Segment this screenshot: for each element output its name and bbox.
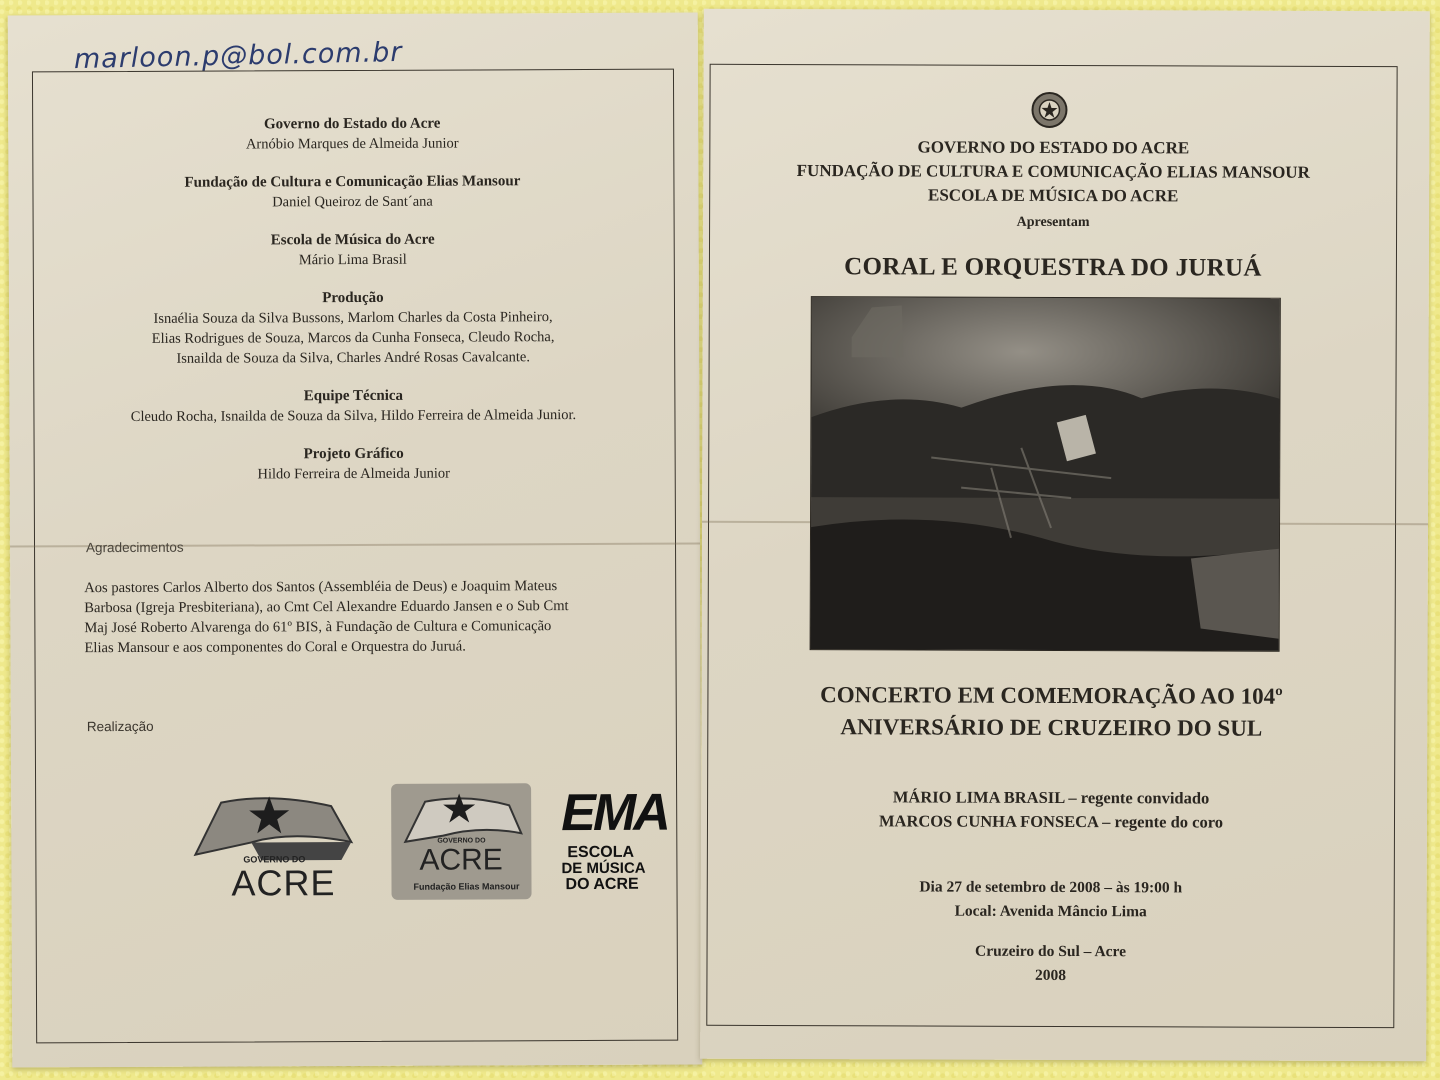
credits-section xyxy=(32,113,674,504)
acknowledgements-body xyxy=(84,576,672,659)
fundacao-acre-logo xyxy=(391,783,532,900)
event-details xyxy=(701,875,1401,925)
credit-line: Isnailda de Souza da Silva, Charles André Rosas Cavalcante. xyxy=(176,349,531,367)
acknowledgements-line: Elias Mansour e aos componentes do Coral e Orquestra do Juruá. xyxy=(84,638,466,657)
handwritten-email: marloon.p@bol.com.br xyxy=(73,36,403,76)
header-line: FUNDAÇÃO DE CULTURA E COMUNICAÇÃO ELIAS MANSOUR xyxy=(796,161,1310,182)
location-line: Local: Avenida Mâncio Lima xyxy=(954,902,1147,921)
credit-heading: Projeto Gráfico xyxy=(303,445,404,463)
credit-producao xyxy=(33,287,673,370)
event-title: CORAL E ORQUESTRA DO JURUÁ xyxy=(844,253,1262,282)
orchestra-photo-image xyxy=(811,297,1280,651)
acknowledgements-line: Maj José Roberto Alvarenga do 61º BIS, à Fundação de Cultura e Comunicação xyxy=(84,618,552,637)
concert-line: ANIVERSÁRIO DE CRUZEIRO DO SUL xyxy=(840,714,1263,741)
credit-heading: Produção xyxy=(322,289,384,307)
concert-title xyxy=(701,679,1401,745)
logo-big-text: EMA xyxy=(561,783,668,843)
city-line: Cruzeiro do Sul – Acre xyxy=(975,942,1127,961)
credit-heading: Governo do Estado do Acre xyxy=(263,115,441,133)
conductor-line: MARCOS CUNHA FONSECA – regente do coro xyxy=(878,811,1224,832)
header-line: ESCOLA DE MÚSICA DO ACRE xyxy=(927,185,1179,206)
concert-line: CONCERTO EM COMEMORAÇÃO AO 104º xyxy=(820,682,1283,709)
credit-line: Elias Rodrigues de Souza, Marcos da Cunha Fonseca, Cleudo Rocha, xyxy=(151,329,555,347)
acknowledgements-line: Aos pastores Carlos Alberto dos Santos (Assembléia de Deus) e Joaquim Mateus xyxy=(84,578,558,597)
credit-line: Isnaélia Souza da Silva Bussons, Marlom Charles da Costa Pinheiro, xyxy=(153,309,553,327)
logo-small-text: GOVERNO DO xyxy=(243,854,306,865)
header-line: GOVERNO DO ESTADO DO ACRE xyxy=(917,137,1190,158)
date-line: Dia 27 de setembro de 2008 – às 19:00 h xyxy=(919,878,1183,897)
right-page xyxy=(700,9,1430,1062)
acknowledgements-line: Barbosa (Igreja Presbiteriana), ao Cmt Cel Alexandre Eduardo Jansen e o Sub Cmt xyxy=(84,598,569,617)
conductors xyxy=(701,785,1401,835)
city-year xyxy=(700,939,1400,989)
logo-line-1: ESCOLA xyxy=(567,843,635,862)
governo-acre-logo xyxy=(191,784,357,905)
logo-small-text: GOVERNO DO xyxy=(437,837,486,845)
credit-fundacao xyxy=(32,171,672,214)
credit-name: Cleudo Rocha, Isnailda de Souza da Silva, Hildo Ferreira de Almeida Junior. xyxy=(130,407,577,425)
credit-equipe-tecnica xyxy=(33,385,673,428)
left-page xyxy=(8,12,703,1067)
credit-projeto-grafico xyxy=(34,443,674,486)
issuer-header xyxy=(703,135,1403,209)
credit-name: Hildo Ferreira de Almeida Junior xyxy=(257,465,450,483)
ema-logo xyxy=(559,783,680,914)
credit-heading: Equipe Técnica xyxy=(303,387,404,405)
state-crest-icon xyxy=(1029,90,1069,130)
logo-line-2: DE MÚSICA xyxy=(561,859,646,878)
credit-name: Mário Lima Brasil xyxy=(298,251,407,269)
year-line: 2008 xyxy=(1034,966,1066,985)
credit-name: Arnóbio Marques de Almeida Junior xyxy=(245,135,459,153)
logo-big-text: ACRE xyxy=(419,843,503,877)
conductor-line: MÁRIO LIMA BRASIL – regente convidado xyxy=(892,787,1210,808)
presents-label: Apresentam xyxy=(1016,214,1090,231)
credit-escola xyxy=(33,229,673,272)
credit-name: Daniel Queiroz de Sant´ana xyxy=(272,193,433,211)
credit-governo xyxy=(32,113,672,156)
orchestra-photo xyxy=(810,296,1281,652)
acknowledgements-title: Agradecimentos xyxy=(85,539,184,556)
credit-heading: Escola de Música do Acre xyxy=(270,231,435,249)
logo-footer-text: Fundação Elias Mansour xyxy=(413,881,520,892)
realizacao-label: Realização xyxy=(86,718,154,735)
logo-big-text: ACRE xyxy=(231,862,336,904)
logo-line-3: DO ACRE xyxy=(565,875,639,894)
flag-star-icon xyxy=(191,784,356,865)
credit-heading: Fundação de Cultura e Comunicação Elias Mansour xyxy=(184,173,521,191)
